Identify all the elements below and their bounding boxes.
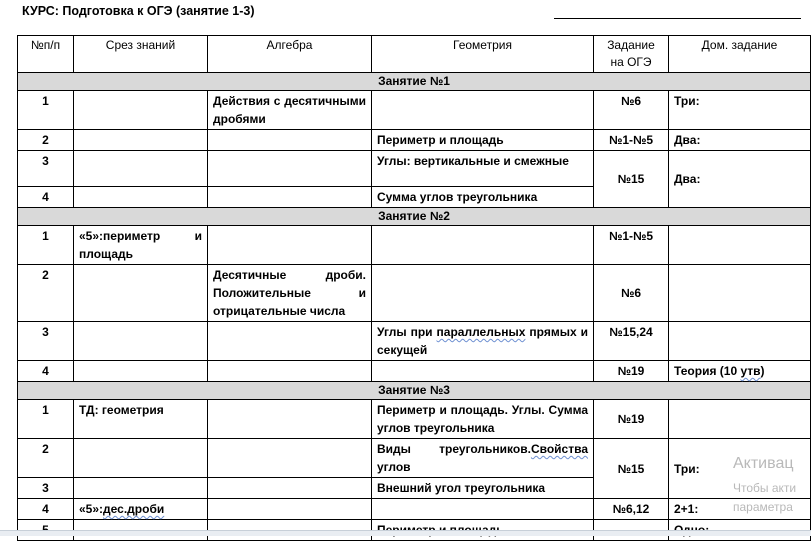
cell-home bbox=[669, 265, 811, 322]
lesson-title: Занятие №2 bbox=[18, 208, 811, 226]
cell-srez bbox=[74, 265, 208, 322]
cell-num: 2 bbox=[18, 439, 74, 478]
lesson-header-row bbox=[18, 73, 811, 91]
cell-srez bbox=[74, 151, 208, 187]
cell-home bbox=[669, 361, 811, 382]
cell-task: №19 bbox=[594, 400, 669, 439]
cell-geometry bbox=[372, 322, 594, 361]
cell-srez bbox=[74, 478, 208, 499]
cell-num: 4 bbox=[18, 499, 74, 520]
cell-task: №15,24 bbox=[594, 322, 669, 361]
cell-home-part: Теория (10 bbox=[674, 364, 741, 378]
cell-num: 4 bbox=[18, 361, 74, 382]
col-header-algebra: Алгебра bbox=[208, 36, 372, 73]
cell-num: 3 bbox=[18, 322, 74, 361]
cell-num: 2 bbox=[18, 265, 74, 322]
cell-algebra bbox=[208, 151, 372, 187]
cell-task: №1-№5 bbox=[594, 130, 669, 151]
spellcheck-word: дес.дроби bbox=[103, 502, 165, 516]
cell-num: 1 bbox=[18, 226, 74, 265]
cell-algebra bbox=[208, 478, 372, 499]
cell-srez: «5»:периметр и площадь bbox=[74, 226, 208, 265]
cell-home bbox=[669, 322, 811, 361]
lesson-header-row bbox=[18, 382, 811, 400]
cell-num: 1 bbox=[18, 91, 74, 130]
cell-num: 4 bbox=[18, 187, 74, 208]
cell-home bbox=[669, 226, 811, 265]
cell-algebra bbox=[208, 499, 372, 520]
cell-srez bbox=[74, 91, 208, 130]
cell-num: 1 bbox=[18, 400, 74, 439]
cell-home: Два: bbox=[669, 130, 811, 151]
table-header-row bbox=[18, 36, 811, 73]
cell-algebra bbox=[208, 400, 372, 439]
lesson-title: Занятие №1 bbox=[18, 73, 811, 91]
cell-num: 2 bbox=[18, 130, 74, 151]
activation-watermark-title: Активац bbox=[733, 455, 794, 472]
cell-geometry bbox=[372, 499, 594, 520]
table-row bbox=[18, 91, 811, 130]
cell-algebra bbox=[208, 322, 372, 361]
table-row bbox=[18, 151, 811, 187]
cell-geometry: Сумма углов треугольника bbox=[372, 187, 594, 208]
cell-geometry: Углы: вертикальные и смежные bbox=[372, 151, 594, 187]
schedule-table bbox=[17, 35, 811, 541]
cell-task: №19 bbox=[594, 361, 669, 382]
table-row bbox=[18, 226, 811, 265]
cell-geometry-part: прямых и секущей bbox=[377, 325, 589, 357]
cell-task: №6 bbox=[594, 91, 669, 130]
cell-geometry-part: Виды треугольников. bbox=[377, 442, 531, 456]
table-row bbox=[18, 400, 811, 439]
cell-geometry bbox=[372, 226, 594, 265]
activation-watermark-line: Чтобы акти bbox=[733, 481, 797, 495]
lesson-header-row bbox=[18, 208, 811, 226]
col-header-num: №п/п bbox=[18, 36, 74, 73]
cell-geometry: Внешний угол треугольника bbox=[372, 478, 594, 499]
cell-home bbox=[669, 400, 811, 439]
cell-algebra bbox=[208, 439, 372, 478]
cell-geometry bbox=[372, 265, 594, 322]
table-row bbox=[18, 361, 811, 382]
col-header-task: Задание на ОГЭ bbox=[594, 36, 669, 73]
cell-algebra bbox=[208, 187, 372, 208]
cell-home: Два: bbox=[669, 151, 811, 208]
table-row bbox=[18, 322, 811, 361]
cell-algebra bbox=[208, 130, 372, 151]
table-row bbox=[18, 439, 811, 478]
table-row bbox=[18, 265, 811, 322]
cell-algebra bbox=[208, 226, 372, 265]
table-row bbox=[18, 499, 811, 520]
cell-home: Три: bbox=[669, 439, 811, 499]
table-row bbox=[18, 130, 811, 151]
col-header-srez: Срез знаний bbox=[74, 36, 208, 73]
cell-geometry: Периметр и площадь bbox=[372, 130, 594, 151]
cell-geometry bbox=[372, 361, 594, 382]
cell-task: №15 bbox=[594, 151, 669, 208]
col-header-geometry: Геометрия bbox=[372, 36, 594, 73]
cell-srez bbox=[74, 361, 208, 382]
cell-task: №15 bbox=[594, 439, 669, 499]
spellcheck-word: параллельных bbox=[436, 325, 526, 339]
cell-srez bbox=[74, 439, 208, 478]
cell-srez bbox=[74, 187, 208, 208]
cell-srez: ТД: геометрия bbox=[74, 400, 208, 439]
cell-geometry bbox=[372, 439, 594, 478]
cell-num: 3 bbox=[18, 151, 74, 187]
activation-watermark-line: параметра bbox=[733, 500, 793, 514]
cell-home: Три: bbox=[669, 91, 811, 130]
cell-srez bbox=[74, 130, 208, 151]
cell-geometry bbox=[372, 91, 594, 130]
course-title: КУРС: Подготовка к ОГЭ (занятие 1-3) bbox=[22, 4, 255, 18]
cell-algebra: Действия с десятичными дробями bbox=[208, 91, 372, 130]
cell-srez bbox=[74, 322, 208, 361]
cell-task: №6 bbox=[594, 265, 669, 322]
cell-num: 3 bbox=[18, 478, 74, 499]
cell-srez bbox=[74, 499, 208, 520]
spellcheck-word: Свойства bbox=[530, 442, 588, 456]
cell-geometry-part: Углы при bbox=[377, 325, 437, 339]
cell-task: №6,12 bbox=[594, 499, 669, 520]
signature-line bbox=[554, 18, 801, 19]
cell-home-part: ) bbox=[760, 364, 765, 378]
cell-srez-part: «5»: bbox=[79, 502, 104, 516]
col-header-home: Дом. задание bbox=[669, 36, 811, 73]
cell-home: 2+1: bbox=[669, 499, 811, 520]
lesson-title: Занятие №3 bbox=[18, 382, 811, 400]
spellcheck-word: утв bbox=[740, 364, 761, 378]
cell-algebra: Десятичные дроби. Положительные и отрицательные числа bbox=[208, 265, 372, 322]
status-bar-edge bbox=[0, 530, 811, 536]
cell-algebra bbox=[208, 361, 372, 382]
cell-task: №1-№5 bbox=[594, 226, 669, 265]
cell-geometry: Периметр и площадь. Углы. Сумма углов треугольника bbox=[372, 400, 594, 439]
cell-geometry-part: углов bbox=[377, 460, 411, 474]
